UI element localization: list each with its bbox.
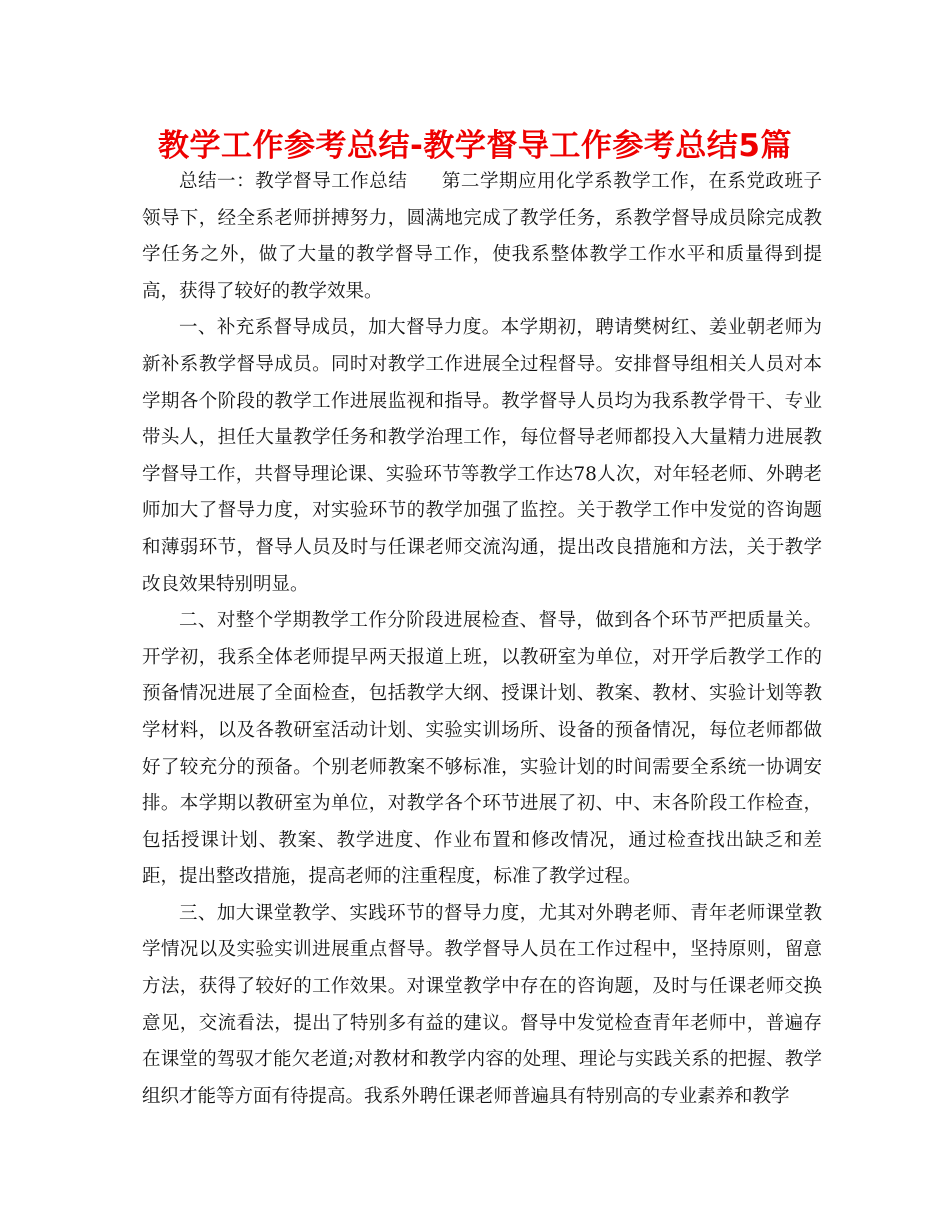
- section-three-paragraph: 三、加大课堂教学、实践环节的督导力度，尤其对外聘老师、青年老师课堂教学情况以及实验实训进展重点督导。教学督导人员在工作过程中，坚持原则，留意方法，获得了较好的工作效果。对课堂教学中存在的咨询题，及时与任课老师交换意见，交流看法，提出了特别多有益的建议。督导中发觉检查青年老师中，普遍存在课堂的驾驭才能欠老道;对教材和教学内容的处理、理论与实践关系的把握、教学组织才能等方面有待提高。我系外聘任课老师普遍具有特别高的专业素养和教学: [142, 902, 822, 1107]
- intro-heading: 总结一：教学督导工作总结: [179, 171, 408, 192]
- intro-paragraph: [142, 164, 822, 310]
- section-two-paragraph: 二、对整个学期教学工作分阶段进展检查、督导，做到各个环节严把质量关。开学初，我系全体老师提早两天报道上班，以教研室为单位，对开学后教学工作的预备情况进展了全面检查，包括教学大纲、授课计划、教案、教材、实验计划等教学材料，以及各教研室活动计划、实验实训场所、设备的预备情况，每位老师都做好了较充分的预备。个别老师教案不够标准，实验计划的时间需要全系统一协调安排。本学期以教研室为单位，对教学各个环节进展了初、中、末各阶段工作检查，包括授课计划、教案、教学进度、作业布置和修改情况，通过检查找出缺乏和差距，提出整改措施，提高老师的注重程度，标准了教学过程。: [142, 610, 822, 888]
- document-title: 教学工作参考总结-教学督导工作参考总结5篇: [158, 128, 792, 164]
- intro-text: 第二学期应用化学系教学工作，在系党政班子领导下，经全系老师拼搏努力，圆满地完成了教学任务，系教学督导成员除完成教学任务之外，做了大量的教学督导工作，使我系整体教学工作水平和质量得到提高，获得了较好的教学效果。: [142, 171, 822, 302]
- document-body: [142, 164, 822, 1115]
- section-one-paragraph: 一、补充系督导成员，加大督导力度。本学期初，聘请樊树红、姜业朝老师为新补系教学督导成员。同时对教学工作进展全过程督导。安排督导组相关人员对本学期各个阶段的教学工作进展监视和指导。教学督导人员均为我系教学骨干、专业带头人，担任大量教学任务和教学治理工作，每位督导老师都投入大量精力进展教学督导工作，共督导理论课、实验环节等教学工作达78人次，对年轻老师、外聘老师加大了督导力度，对实验环节的教学加强了监控。关于教学工作中发觉的咨询题和薄弱环节，督导人员及时与任课老师交流沟通，提出改良措施和方法，关于教学改良效果特别明显。: [142, 317, 822, 595]
